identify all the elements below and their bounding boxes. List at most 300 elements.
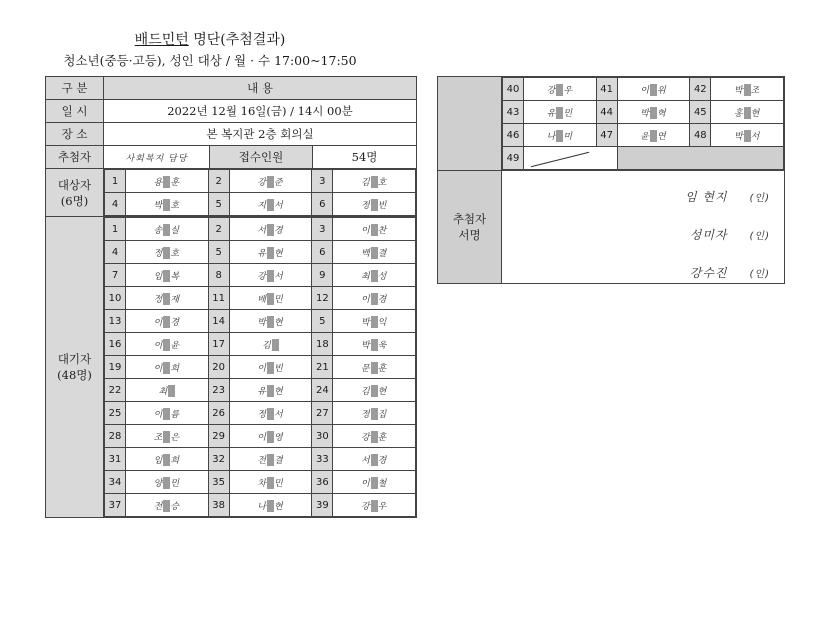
- waitlist-row: [105, 402, 416, 425]
- waitlist-name: 이: [360, 479, 371, 489]
- waitlist-name-suffix: 영: [274, 433, 284, 443]
- waitlist-number: 35: [208, 471, 229, 494]
- waitlist-row: [105, 425, 416, 448]
- waitlist-entry: [229, 333, 312, 356]
- target-name: 박: [153, 201, 164, 211]
- drawer-signature-text: 사회복지 담당: [125, 154, 188, 164]
- waitlist-name: 서: [360, 456, 371, 466]
- waitlist-entry: [126, 379, 209, 402]
- wait-label-cell: [46, 217, 104, 518]
- waitlist-cont-number: 46: [503, 124, 524, 147]
- target-name-suffix: 호: [170, 201, 181, 211]
- waitlist-name: 나: [257, 502, 267, 512]
- signers-cell: [502, 171, 785, 284]
- waitlist-entry: [333, 448, 416, 471]
- waitlist-name: 이: [153, 364, 164, 374]
- strike-line: [531, 152, 589, 167]
- waitlist-row: [105, 287, 416, 310]
- waitlist-number: 24: [312, 379, 333, 402]
- waitlist-name-suffix: 현: [377, 387, 388, 397]
- waitlist-number: 5: [208, 241, 229, 264]
- waitlist-name-suffix: 익: [377, 318, 388, 328]
- waitlist-entry: [333, 471, 416, 494]
- waitlist-name: 최: [360, 272, 371, 282]
- waitlist-number: 34: [105, 471, 126, 494]
- waitlist-name-suffix: 철: [377, 479, 388, 489]
- waitlist-name: 강: [360, 502, 371, 512]
- redaction-mark: [267, 293, 274, 305]
- waitlist-name: 김: [262, 341, 272, 351]
- waitlist-name: 조: [153, 433, 164, 443]
- title-prefix: 배드민턴: [134, 32, 189, 48]
- waitlist-entry: [333, 402, 416, 425]
- wait-label: 대기자: [57, 352, 92, 366]
- waitlist-row: [105, 241, 416, 264]
- waitlist-name: 임: [153, 456, 164, 466]
- waitlist-number: 5: [312, 310, 333, 333]
- redaction-mark: [371, 362, 378, 374]
- waitlist-number: 17: [208, 333, 229, 356]
- waitlist-number: 25: [105, 402, 126, 425]
- wait-list-cell: [104, 217, 417, 518]
- waitlist-row: [105, 356, 416, 379]
- redaction-mark: [371, 176, 378, 188]
- waitlist-number: 4: [105, 241, 126, 264]
- waitlist-number: 2: [208, 218, 229, 241]
- waitlist-name-suffix: 은: [170, 433, 181, 443]
- wait-count: (48명): [57, 368, 92, 382]
- target-number: 5: [208, 193, 229, 216]
- waitlist-cont-name-suffix: 위: [656, 86, 667, 96]
- redaction-mark: [267, 385, 274, 397]
- waitlist-number: 8: [208, 264, 229, 287]
- waitlist-name-suffix: 훈: [377, 433, 388, 443]
- target-label-cell: [46, 169, 104, 217]
- waitlist-cont-row: [503, 124, 784, 147]
- waitlist-row: [105, 264, 416, 287]
- row-label-place: 장 소: [46, 123, 104, 146]
- redaction-mark: [744, 84, 751, 96]
- target-number: 4: [105, 193, 126, 216]
- row-label-datetime: 일 시: [46, 100, 104, 123]
- redaction-mark: [371, 339, 378, 351]
- waitlist-name: 정: [153, 295, 164, 305]
- redaction-mark: [371, 224, 378, 236]
- waitlist-name-suffix: 현: [274, 502, 284, 512]
- waitlist-number: 14: [208, 310, 229, 333]
- waitlist-name: 유: [257, 387, 267, 397]
- waitlist-entry: [333, 241, 416, 264]
- waitlist-name-suffix: 민: [274, 479, 284, 489]
- waitlist-number: 19: [105, 356, 126, 379]
- waitlist-cont-name-suffix: 연: [656, 132, 667, 142]
- signer-name: 성미자: [689, 228, 728, 242]
- waitlist-entry: [126, 402, 209, 425]
- signer-seal: (인): [749, 269, 770, 280]
- waitlist-cont-number: 43: [503, 101, 524, 124]
- target-name: 정: [360, 201, 371, 211]
- target-name: 김: [360, 178, 371, 188]
- waitlist-row: [105, 494, 416, 517]
- waitlist-number: 12: [312, 287, 333, 310]
- waitlist-name-suffix: 욱: [377, 341, 388, 351]
- waitlist-number: 3: [312, 218, 333, 241]
- waitlist-name-suffix: 민: [170, 479, 181, 489]
- waitlist-cont-name-suffix: 조: [750, 86, 761, 96]
- target-number: 1: [105, 170, 126, 193]
- target-number: 2: [208, 170, 229, 193]
- waitlist-name-suffix: 우: [377, 502, 388, 512]
- waitlist-name-suffix: 현: [274, 249, 284, 259]
- waitlist-cont-entry: [524, 78, 597, 101]
- waitlist-entry: [126, 333, 209, 356]
- waitlist-name-suffix: 희: [170, 456, 181, 466]
- waitlist-name: 백: [360, 249, 371, 259]
- waitlist-name: 이: [257, 364, 267, 374]
- waitlist-cont-row: [503, 101, 784, 124]
- target-label: 대상자: [57, 177, 92, 192]
- waitlist-name-suffix: 훈: [377, 364, 388, 374]
- waitlist-name: 박: [360, 318, 371, 328]
- waitlist-entry: [126, 425, 209, 448]
- waitlist-number: 1: [105, 218, 126, 241]
- waitlist-cont-name-suffix: 미: [563, 132, 574, 142]
- waitlist-row: [105, 218, 416, 241]
- waitlist-name-suffix: 윤: [170, 341, 181, 351]
- waitlist-name-suffix: 성: [377, 272, 388, 282]
- waitlist-row: [105, 448, 416, 471]
- waitlist-name: 정: [257, 410, 267, 420]
- redaction-mark: [371, 454, 378, 466]
- waitlist-number: 32: [208, 448, 229, 471]
- target-entry: [126, 170, 209, 193]
- waitlist-entry: [229, 471, 312, 494]
- waitlist-name-suffix: 민: [274, 295, 284, 305]
- waitlist-number: 30: [312, 425, 333, 448]
- waitlist-cont-name: 유: [546, 109, 557, 119]
- waitlist-number: 6: [312, 241, 333, 264]
- waitlist-number: 18: [312, 333, 333, 356]
- target-name-suffix: 준: [274, 178, 284, 188]
- waitlist-entry: [333, 356, 416, 379]
- waitlist-cont-entry: [711, 124, 784, 147]
- waitlist-name-suffix: 경: [377, 456, 388, 466]
- waitlist-name: 정: [153, 249, 164, 259]
- redaction-mark: [267, 270, 274, 282]
- redaction-mark: [267, 362, 274, 374]
- target-name-suffix: 호: [377, 178, 388, 188]
- row-value-intake: 54명: [313, 146, 417, 169]
- target-name: 강: [257, 178, 267, 188]
- waitlist-cont-name: 박: [733, 132, 744, 142]
- signer-line: [685, 179, 770, 217]
- signers-label-cell: [438, 171, 502, 284]
- waitlist-cont-number: 42: [690, 78, 711, 101]
- signers-list: [685, 179, 770, 293]
- redaction-mark: [267, 500, 274, 512]
- waitlist-name: 배: [257, 295, 267, 305]
- redaction-mark: [267, 224, 274, 236]
- redaction-mark: [267, 477, 274, 489]
- target-number: 6: [312, 193, 333, 216]
- waitlist-name: 김: [360, 387, 371, 397]
- waitlist-cont-name: 나: [546, 132, 557, 142]
- waitlist-name-suffix: 현: [274, 387, 284, 397]
- waitlist-name: 양: [153, 479, 164, 489]
- waitlist-entry: [126, 287, 209, 310]
- wait-list: [104, 217, 416, 517]
- redaction-mark: [267, 199, 274, 211]
- waitlist-name-suffix: 경: [274, 226, 284, 236]
- waitlist-number: 20: [208, 356, 229, 379]
- target-number: 3: [312, 170, 333, 193]
- waitlist-entry: [126, 448, 209, 471]
- waitlist-number: 23: [208, 379, 229, 402]
- waitlist-cont-number: 41: [596, 78, 617, 101]
- waitlist-cont-name: 박: [640, 109, 650, 119]
- redaction-mark: [267, 431, 274, 443]
- header-gubun: 구 분: [46, 77, 104, 100]
- waitlist-name: 전: [257, 456, 267, 466]
- waitlist-cont-name: 이: [640, 86, 650, 96]
- waitlist-entry: [229, 356, 312, 379]
- waitlist-name: 이: [153, 341, 164, 351]
- row-value-datetime: 2022년 12월 16일(금) / 14시 00분: [104, 100, 417, 123]
- waitlist-name: 강: [257, 272, 267, 282]
- waitlist-name-suffix: 빈: [274, 364, 284, 374]
- target-name: 지: [257, 201, 267, 211]
- waitlist-row: [105, 310, 416, 333]
- target-name-suffix: 서: [274, 201, 284, 211]
- waitlist-name-suffix: 현: [274, 318, 284, 328]
- target-entry: [229, 193, 312, 216]
- target-name: 용: [153, 178, 164, 188]
- waitlist-name: 이: [257, 433, 267, 443]
- waitlist-number: 27: [312, 402, 333, 425]
- waitlist-cont-name-suffix: 우: [563, 86, 574, 96]
- target-entry: [126, 193, 209, 216]
- redaction-mark: [267, 247, 274, 259]
- waitlist-entry: [229, 287, 312, 310]
- redaction-mark: [272, 339, 279, 351]
- waitlist-number: 38: [208, 494, 229, 517]
- redaction-mark: [744, 107, 751, 119]
- target-entry: [229, 170, 312, 193]
- waitlist-entry: [229, 241, 312, 264]
- waitlist-cont-name: 박: [733, 86, 744, 96]
- redaction-mark: [744, 130, 751, 142]
- waitlist-cont-entry: [617, 101, 690, 124]
- waitlist-name: 박: [257, 318, 267, 328]
- waitlist-number: 7: [105, 264, 126, 287]
- waitlist-number: 10: [105, 287, 126, 310]
- target-row: [105, 193, 416, 216]
- waitlist-entry: [126, 241, 209, 264]
- signers-label-2: 서명: [458, 228, 481, 242]
- waitlist-entry: [229, 402, 312, 425]
- redaction-mark: [371, 500, 378, 512]
- waitlist-cont-entry: [524, 101, 597, 124]
- waitlist-name: 이: [360, 226, 371, 236]
- redaction-mark: [650, 130, 657, 142]
- row-label-intake: 접수인원: [210, 146, 313, 169]
- redaction-mark: [371, 385, 378, 397]
- waitlist-name-suffix: 서: [274, 272, 284, 282]
- signer-line: [685, 255, 770, 293]
- waitlist-number: 37: [105, 494, 126, 517]
- waitlist-name-suffix: 재: [170, 295, 181, 305]
- main-table: [45, 76, 417, 518]
- redaction-mark: [168, 385, 175, 397]
- waitlist-name: 강: [360, 433, 371, 443]
- row-value-place: 본 복지관 2층 회의실: [104, 123, 417, 146]
- waitlist-entry: [333, 379, 416, 402]
- waitlist-cont-number: 49: [503, 147, 524, 170]
- waitlist-row: [105, 471, 416, 494]
- waitlist-name: 전: [153, 502, 164, 512]
- waitlist-number: 26: [208, 402, 229, 425]
- waitlist-name-suffix: 승: [170, 502, 181, 512]
- waitlist-entry: [126, 356, 209, 379]
- wait-continued-list: [502, 77, 784, 170]
- signer-seal: (인): [749, 231, 770, 242]
- target-name-suffix: 훈: [170, 178, 181, 188]
- waitlist-cont-empty: [617, 147, 783, 170]
- target-row: [105, 170, 416, 193]
- waitlist-cont-name-suffix: 혁: [656, 109, 667, 119]
- waitlist-name: 유: [257, 249, 267, 259]
- waitlist-entry: [126, 494, 209, 517]
- waitlist-cont-entry: [711, 101, 784, 124]
- waitlist-cont-number: 40: [503, 78, 524, 101]
- cont-list-cell: [502, 77, 785, 171]
- header-naeyong: 내 용: [104, 77, 417, 100]
- waitlist-entry: [229, 218, 312, 241]
- waitlist-cont-row: [503, 78, 784, 101]
- target-name-suffix: 빈: [377, 201, 388, 211]
- waitlist-name-suffix: 집: [377, 410, 388, 420]
- waitlist-cont-name: 윤: [640, 132, 650, 142]
- waitlist-name: 문: [360, 364, 371, 374]
- waitlist-cont-name-suffix: 서: [750, 132, 761, 142]
- redaction-mark: [371, 199, 378, 211]
- waitlist-number: 33: [312, 448, 333, 471]
- waitlist-name: 박: [360, 341, 371, 351]
- signer-name: 강수진: [689, 266, 728, 280]
- continuation-table: [437, 76, 785, 284]
- redaction-mark: [267, 176, 274, 188]
- waitlist-name-suffix: 결: [377, 249, 388, 259]
- waitlist-entry: [126, 471, 209, 494]
- waitlist-entry: [126, 264, 209, 287]
- redaction-mark: [371, 247, 378, 259]
- waitlist-number: 16: [105, 333, 126, 356]
- waitlist-number: 22: [105, 379, 126, 402]
- waitlist-number: 11: [208, 287, 229, 310]
- waitlist-cont-name-suffix: 현: [750, 109, 761, 119]
- waitlist-number: 39: [312, 494, 333, 517]
- redaction-mark: [371, 408, 378, 420]
- waitlist-name: 송: [153, 226, 164, 236]
- waitlist-number: 13: [105, 310, 126, 333]
- waitlist-name: 이: [153, 318, 164, 328]
- redaction-mark: [267, 408, 274, 420]
- waitlist-cont-number: 47: [596, 124, 617, 147]
- waitlist-entry: [333, 218, 416, 241]
- waitlist-entry: [333, 287, 416, 310]
- waitlist-cont-name-suffix: 민: [563, 109, 574, 119]
- document-title: [0, 29, 420, 49]
- target-entry: [333, 193, 416, 216]
- redaction-mark: [267, 454, 274, 466]
- waitlist-name-suffix: 름: [170, 410, 181, 420]
- redaction-mark: [371, 431, 378, 443]
- waitlist-entry: [333, 264, 416, 287]
- waitlist-number: 21: [312, 356, 333, 379]
- waitlist-entry: [333, 333, 416, 356]
- drawer-signature: [104, 146, 210, 169]
- waitlist-name-suffix: 복: [170, 272, 181, 282]
- target-entry: [333, 170, 416, 193]
- document-subtitle: 청소년(중등·고등), 성인 대상 / 월 · 수 17:00~17:50: [63, 53, 357, 68]
- title-rest: 명단(추첨결과): [188, 32, 286, 48]
- waitlist-name-suffix: 호: [170, 249, 181, 259]
- waitlist-name: 임: [153, 272, 164, 282]
- waitlist-name-suffix: 서: [274, 410, 284, 420]
- waitlist-name-suffix: 실: [170, 226, 181, 236]
- redaction-mark: [650, 84, 657, 96]
- waitlist-number: 28: [105, 425, 126, 448]
- waitlist-row: [105, 379, 416, 402]
- waitlist-cont-name: 강: [546, 86, 557, 96]
- waitlist-name: 이: [153, 410, 164, 420]
- waitlist-entry: [229, 310, 312, 333]
- waitlist-number: 9: [312, 264, 333, 287]
- waitlist-entry: [229, 379, 312, 402]
- target-list: [104, 169, 416, 216]
- waitlist-row: [105, 333, 416, 356]
- signer-line: [685, 217, 770, 255]
- waitlist-name: 최: [158, 387, 169, 397]
- target-count: (6명): [60, 193, 89, 208]
- row-label-drawer: 추첨자: [46, 146, 104, 169]
- redaction-mark: [371, 316, 378, 328]
- waitlist-entry: [333, 310, 416, 333]
- waitlist-entry: [126, 218, 209, 241]
- signer-seal: (인): [749, 193, 770, 204]
- waitlist-entry: [229, 448, 312, 471]
- waitlist-entry: [333, 494, 416, 517]
- cont-label-cell: [438, 77, 502, 171]
- waitlist-name-suffix: 결: [274, 456, 284, 466]
- waitlist-number: 36: [312, 471, 333, 494]
- waitlist-cont-number: 45: [690, 101, 711, 124]
- waitlist-name: 차: [257, 479, 267, 489]
- waitlist-name: 정: [360, 410, 371, 420]
- waitlist-cont-number: 44: [596, 101, 617, 124]
- waitlist-name: 서: [257, 226, 267, 236]
- waitlist-name-suffix: 경: [377, 295, 388, 305]
- waitlist-cont-entry: [711, 78, 784, 101]
- waitlist-cont-name: 홍: [733, 109, 744, 119]
- waitlist-cont-strike: [524, 147, 618, 170]
- redaction-mark: [650, 107, 657, 119]
- waitlist-number: 29: [208, 425, 229, 448]
- waitlist-name-suffix: 희: [170, 364, 181, 374]
- waitlist-name-suffix: 경: [170, 318, 181, 328]
- target-list-cell: [104, 169, 417, 217]
- waitlist-entry: [229, 264, 312, 287]
